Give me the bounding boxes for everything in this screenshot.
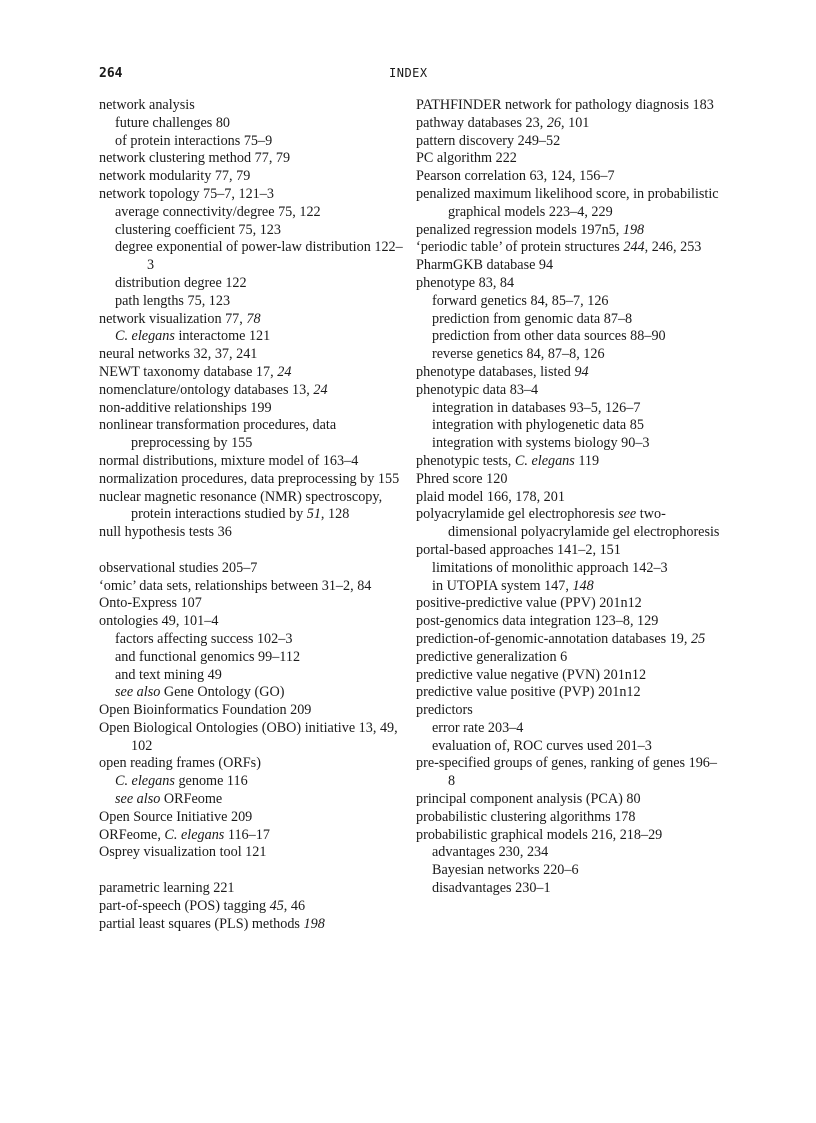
- index-subentry: [416, 578, 721, 596]
- entry-text: post-genomics data integration 123–8, 129: [416, 613, 659, 630]
- entry-text: prediction from other data sources 88–90: [432, 328, 666, 345]
- entry-text: degree exponential of power-law distribution 122–3: [115, 239, 403, 274]
- index-entry: [416, 133, 721, 151]
- entry-text: 244: [623, 239, 645, 256]
- entry-text: network clustering method 77, 79: [99, 150, 291, 167]
- entry-text: 26: [546, 114, 561, 131]
- index-subentry: [416, 435, 721, 453]
- index-entry: [99, 898, 404, 916]
- index-entry: [99, 400, 404, 418]
- entry-text: , 128: [320, 506, 350, 523]
- section-gap: [99, 862, 404, 880]
- index-entry: [416, 649, 721, 667]
- index-entry: [99, 382, 404, 400]
- index-entry: [416, 542, 721, 560]
- entry-text: C. elegans: [115, 328, 175, 345]
- entry-text: advantages 230, 234: [432, 844, 549, 861]
- index-subentry: [416, 844, 721, 862]
- index-subentry: [416, 400, 721, 418]
- entry-text: partial least squares (PLS) methods: [99, 915, 304, 932]
- index-entry: [99, 346, 404, 364]
- entry-text: network topology 75–7, 121–3: [99, 185, 274, 202]
- index-subentry: [99, 275, 404, 293]
- entry-text: 94: [574, 363, 589, 380]
- entry-text: ‘periodic table’ of protein structures: [416, 239, 624, 256]
- index-entry: [99, 97, 404, 115]
- entry-text: see: [618, 506, 637, 523]
- entry-text: reverse genetics 84, 87–8, 126: [432, 346, 605, 363]
- index-entry: [99, 755, 404, 773]
- index-entry: [99, 364, 404, 382]
- entry-text: nomenclature/ontology databases 13,: [99, 381, 314, 398]
- entry-text: in UTOPIA system 147,: [432, 577, 573, 594]
- entry-text: integration in databases 93–5, 126–7: [432, 399, 641, 416]
- index-subentry: [416, 862, 721, 880]
- index-entry: [99, 524, 404, 542]
- index-subentry: [99, 773, 404, 791]
- index-subentry: [99, 204, 404, 222]
- index-entry: [99, 168, 404, 186]
- entry-text: limitations of monolithic approach 142–3: [432, 559, 668, 576]
- entry-text: Open Biological Ontologies (OBO) initiative 13, 49, 102: [99, 719, 398, 754]
- entry-text: interactome 121: [174, 328, 271, 345]
- index-entry: [99, 150, 404, 168]
- entry-text: , 46: [283, 897, 306, 914]
- entry-text: observational studies 205–7: [99, 559, 258, 576]
- index-entry: [99, 453, 404, 471]
- entry-text: non-additive relationships 199: [99, 399, 272, 416]
- index-entry: [99, 578, 404, 596]
- index-entry: [416, 364, 721, 382]
- index-entry: [416, 667, 721, 685]
- index-entry: [416, 150, 721, 168]
- entry-text: 148: [572, 577, 594, 594]
- index-entry: [99, 613, 404, 631]
- index-entry: [99, 417, 404, 453]
- index-subentry: [416, 417, 721, 435]
- entry-text: probabilistic graphical models 216, 218–29: [416, 826, 663, 843]
- index-entry: [99, 311, 404, 329]
- index-entry: [416, 222, 721, 240]
- index-subentry: [99, 631, 404, 649]
- entry-text: phenotype 83, 84: [416, 274, 515, 291]
- entry-text: clustering coefficient 75, 123: [115, 221, 281, 238]
- entry-text: Gene Ontology (GO): [160, 684, 285, 701]
- entry-text: see also: [115, 791, 161, 808]
- entry-text: evaluation of, ROC curves used 201–3: [432, 737, 652, 754]
- entry-text: and text mining 49: [115, 666, 222, 683]
- index-subentry: [416, 293, 721, 311]
- entry-text: pattern discovery 249–52: [416, 132, 561, 149]
- index-subentry: [99, 684, 404, 702]
- entry-text: C. elegans: [164, 826, 225, 843]
- entry-text: Phred score 120: [416, 470, 508, 487]
- entry-text: error rate 203–4: [432, 719, 524, 736]
- entry-text: pre-specified groups of genes, ranking of genes 196–8: [416, 755, 717, 790]
- index-entry: [99, 702, 404, 720]
- entry-text: forward genetics 84, 85–7, 126: [432, 292, 609, 309]
- entry-text: nonlinear transformation procedures, data preprocessing by 155: [99, 417, 337, 452]
- entry-text: part-of-speech (POS) tagging: [99, 897, 270, 914]
- entry-text: , 101: [561, 114, 590, 131]
- index-entry: [416, 186, 721, 222]
- index-subentry: [416, 328, 721, 346]
- index-entry: [99, 880, 404, 898]
- entry-text: Onto-Express 107: [99, 595, 202, 612]
- entry-text: 51: [306, 506, 321, 523]
- index-subentry: [99, 133, 404, 151]
- entry-text: 119: [574, 452, 600, 469]
- entry-text: principal component analysis (PCA) 80: [416, 791, 641, 808]
- entry-text: penalized maximum likelihood score, in probabilistic graphical models 223–4, 229: [416, 185, 719, 220]
- entry-text: of protein interactions 75–9: [115, 132, 273, 149]
- index-subentry: [416, 560, 721, 578]
- entry-text: PATHFINDER network for pathology diagnosis 183: [416, 97, 714, 113]
- entry-text: predictive generalization 6: [416, 648, 568, 665]
- entry-text: parametric learning 221: [99, 880, 235, 897]
- entry-text: two-dimensional polyacrylamide gel electrophoresis: [448, 506, 720, 541]
- entry-text: ontologies 49, 101–4: [99, 613, 219, 630]
- index-entry: [416, 168, 721, 186]
- index-entry: [99, 489, 404, 525]
- index-entry: [416, 275, 721, 293]
- entry-text: path lengths 75, 123: [115, 292, 231, 309]
- entry-text: prediction-of-genomic-annotation databases 19,: [416, 630, 691, 647]
- page-number: 264: [99, 66, 123, 81]
- section-gap: [99, 542, 404, 560]
- index-entry: [416, 239, 721, 257]
- entry-text: average connectivity/degree 75, 122: [115, 203, 321, 220]
- entry-text: Bayesian networks 220–6: [432, 862, 579, 879]
- entry-text: 45: [269, 897, 284, 914]
- index-column-left: [99, 97, 404, 933]
- index-subentry: [99, 649, 404, 667]
- index-subentry: [99, 222, 404, 240]
- entry-text: open reading frames (ORFs): [99, 755, 261, 772]
- entry-text: predictors: [416, 702, 473, 719]
- entry-text: C. elegans: [514, 452, 575, 469]
- index-subentry: [99, 115, 404, 133]
- entry-text: nuclear magnetic resonance (NMR) spectroscopy, protein interactions studied by: [99, 488, 383, 523]
- index-entry: [416, 471, 721, 489]
- index-entry: [99, 595, 404, 613]
- index-subentry: [99, 239, 404, 275]
- index-entry: [416, 595, 721, 613]
- entry-text: factors affecting success 102–3: [115, 630, 293, 647]
- index-subentry: [416, 346, 721, 364]
- index-entry: [416, 809, 721, 827]
- running-head: INDEX: [389, 66, 428, 80]
- index-subentry: [99, 328, 404, 346]
- entry-text: genome 116: [174, 773, 248, 790]
- entry-text: integration with systems biology 90–3: [432, 435, 650, 452]
- entry-text: pathway databases 23,: [416, 114, 547, 131]
- index-subentry: [99, 791, 404, 809]
- entry-text: disadvantages 230–1: [432, 880, 551, 897]
- entry-text: integration with phylogenetic data 85: [432, 417, 644, 434]
- entry-text: NEWT taxonomy database 17,: [99, 363, 278, 380]
- index-subentry: [99, 667, 404, 685]
- index-entry: [416, 97, 721, 115]
- entry-text: normalization procedures, data preprocessing by 155: [99, 470, 400, 487]
- entry-text: 24: [313, 381, 328, 398]
- entry-text: 198: [303, 915, 325, 932]
- entry-text: 116–17: [224, 826, 270, 843]
- index-entry: [416, 791, 721, 809]
- entry-text: 25: [691, 630, 706, 647]
- entry-text: and functional genomics 99–112: [115, 648, 301, 665]
- index-entry: [416, 489, 721, 507]
- entry-text: portal-based approaches 141–2, 151: [416, 541, 621, 558]
- entry-text: plaid model 166, 178, 201: [416, 488, 565, 505]
- entry-text: PC algorithm 222: [416, 150, 517, 167]
- entry-text: phenotype databases, listed: [416, 363, 575, 380]
- entry-text: C. elegans: [115, 773, 175, 790]
- entry-text: neural networks 32, 37, 241: [99, 346, 258, 363]
- page-header: [99, 66, 719, 84]
- index-entry: [99, 471, 404, 489]
- entry-text: 24: [277, 363, 292, 380]
- entry-text: 78: [246, 310, 261, 327]
- entry-text: phenotypic tests,: [416, 452, 515, 469]
- entry-text: normal distributions, mixture model of 163–4: [99, 452, 359, 469]
- entry-text: Osprey visualization tool 121: [99, 844, 267, 861]
- entry-text: probabilistic clustering algorithms 178: [416, 808, 636, 825]
- index-entry: [416, 755, 721, 791]
- entry-text: network visualization 77,: [99, 310, 247, 327]
- entry-text: Open Source Initiative 209: [99, 808, 253, 825]
- index-column-right: [416, 97, 721, 898]
- entry-text: future challenges 80: [115, 114, 231, 131]
- entry-text: network analysis: [99, 97, 195, 113]
- entry-text: penalized regression models 197n5,: [416, 221, 623, 238]
- index-entry: [416, 613, 721, 631]
- entry-text: Open Bioinformatics Foundation 209: [99, 702, 312, 719]
- index-entry: [416, 684, 721, 702]
- index-entry: [416, 115, 721, 133]
- entry-text: ORFeome,: [99, 826, 165, 843]
- index-entry: [99, 720, 404, 756]
- entry-text: ORFeome: [160, 791, 223, 808]
- index-entry: [99, 560, 404, 578]
- index-entry: [99, 809, 404, 827]
- index-subentry: [99, 293, 404, 311]
- entry-text: PharmGKB database 94: [416, 257, 554, 274]
- entry-text: positive-predictive value (PPV) 201n12: [416, 595, 642, 612]
- index-subentry: [416, 720, 721, 738]
- index-entry: [416, 257, 721, 275]
- entry-text: Pearson correlation 63, 124, 156–7: [416, 168, 615, 185]
- entry-text: distribution degree 122: [115, 274, 247, 291]
- entry-text: prediction from genomic data 87–8: [432, 310, 633, 327]
- index-entry: [416, 506, 721, 542]
- entry-text: see also: [115, 684, 161, 701]
- entry-text: null hypothesis tests 36: [99, 524, 232, 541]
- index-entry: [99, 916, 404, 934]
- index-entry: [416, 382, 721, 400]
- index-entry: [416, 453, 721, 471]
- entry-text: ‘omic’ data sets, relationships between 31–2, 84: [99, 577, 372, 594]
- index-entry: [416, 631, 721, 649]
- entry-text: 198: [622, 221, 645, 238]
- entry-text: , 246, 253: [644, 239, 702, 256]
- index-entry: [99, 844, 404, 862]
- entry-text: predictive value positive (PVP) 201n12: [416, 684, 641, 701]
- entry-text: predictive value negative (PVN) 201n12: [416, 666, 647, 683]
- index-entry: [99, 827, 404, 845]
- index-subentry: [416, 738, 721, 756]
- entry-text: polyacrylamide gel electrophoresis: [416, 506, 619, 523]
- entry-text: network modularity 77, 79: [99, 168, 251, 185]
- index-entry: [99, 186, 404, 204]
- entry-text: phenotypic data 83–4: [416, 381, 539, 398]
- index-subentry: [416, 880, 721, 898]
- index-entry: [416, 702, 721, 720]
- index-subentry: [416, 311, 721, 329]
- index-entry: [416, 827, 721, 845]
